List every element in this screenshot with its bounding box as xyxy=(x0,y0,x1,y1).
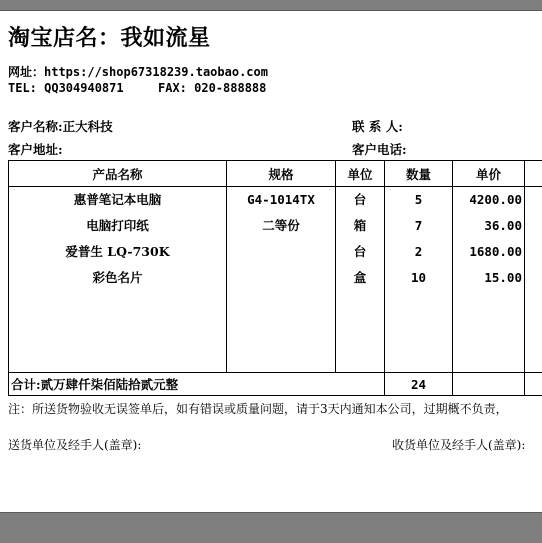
total-amount-label: 合计:贰万肆仟柒佰陆拾贰元整 xyxy=(9,373,385,396)
column-product-names xyxy=(9,187,227,373)
total-price-cell xyxy=(453,373,525,396)
table-cell xyxy=(227,239,335,265)
table-cell: 盒 xyxy=(336,265,384,291)
table-cell: 15.00 xyxy=(453,265,522,291)
table-cell xyxy=(227,265,335,291)
column-extra xyxy=(525,187,542,373)
table-cell: 1680.00 xyxy=(453,239,522,265)
website-line: 网址：https://shop67318239.taobao.com xyxy=(8,63,268,80)
header-product-name: 产品名称 xyxy=(9,161,227,187)
sender-signature-label: 送货单位及经手人(盖章): xyxy=(8,436,141,453)
table-cell: 5 xyxy=(385,187,452,213)
window-bottom-bar xyxy=(0,512,542,543)
header-quantity: 数量 xyxy=(385,161,453,187)
terms-note: 注：所送货物验收无误签单后，如有错误或质量问题，请于3天内通知本公司，过期概不负责， xyxy=(8,400,508,417)
customer-contact: 联 系 人: xyxy=(352,117,403,135)
table-cell: 台 xyxy=(336,187,384,213)
header-unit: 单位 xyxy=(336,161,385,187)
column-prices xyxy=(453,187,525,373)
customer-phone: 客户电话: xyxy=(352,140,407,158)
receiver-signature-label: 收货单位及经手人(盖章): xyxy=(392,436,525,453)
table-cell: 惠普笔记本电脑 xyxy=(9,187,226,213)
shop-name-title: 淘宝店名：我如流星 xyxy=(8,21,211,52)
table-cell: 彩色名片 xyxy=(9,265,226,291)
total-extra-cell xyxy=(525,373,542,396)
tel-line: TEL: QQ304940871 xyxy=(8,81,124,95)
table-cell: 箱 xyxy=(336,213,384,239)
table-cell: 4200.00 xyxy=(453,187,522,213)
total-row xyxy=(9,373,542,396)
table-cell: G4-1014TX xyxy=(227,187,335,213)
table-cell: 36.00 xyxy=(453,213,522,239)
table-body xyxy=(9,187,542,373)
product-table xyxy=(8,160,542,396)
table-cell: 10 xyxy=(385,265,452,291)
fax-line: FAX: 020-888888 xyxy=(158,81,266,95)
total-quantity: 24 xyxy=(385,373,453,396)
table-cell: 爱普生 LQ-730K xyxy=(9,239,226,265)
table-cell: 7 xyxy=(385,213,452,239)
customer-address: 客户地址: xyxy=(8,140,63,158)
column-units xyxy=(336,187,385,373)
table-cell: 二等份 xyxy=(227,213,335,239)
customer-name: 客户名称:正大科技 xyxy=(8,117,113,135)
column-specs xyxy=(227,187,336,373)
window-top-bar xyxy=(0,0,542,11)
table-header-row xyxy=(9,161,542,187)
table-cell: 电脑打印纸 xyxy=(9,213,226,239)
table-cell: 台 xyxy=(336,239,384,265)
header-extra xyxy=(525,161,542,187)
header-spec: 规格 xyxy=(227,161,336,187)
table-cell: 2 xyxy=(385,239,452,265)
column-quantities xyxy=(385,187,453,373)
header-unit-price: 单价 xyxy=(453,161,525,187)
